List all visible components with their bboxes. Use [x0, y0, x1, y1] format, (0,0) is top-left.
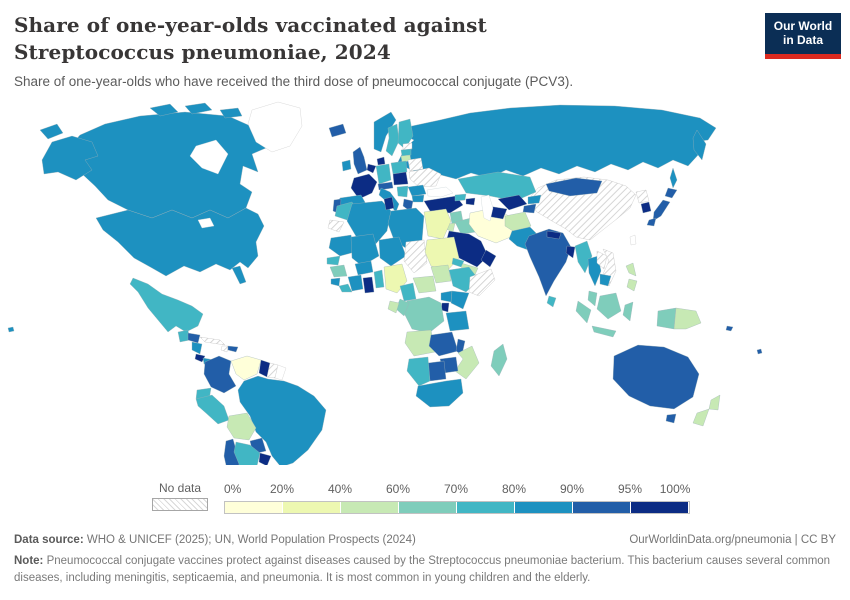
country-guinea[interactable]	[330, 265, 347, 277]
legend-tick-70%: 70%	[443, 482, 469, 496]
country-japan-honshu[interactable]	[653, 200, 670, 221]
world-map	[0, 100, 850, 465]
country-japan-hokkaido[interactable]	[665, 188, 677, 198]
country-liberia[interactable]	[339, 284, 352, 292]
country-czechia-hungary[interactable]	[393, 172, 408, 185]
data-source-label: Data source:	[14, 534, 84, 546]
legend-tick-100%: 100%	[659, 482, 691, 496]
country-balkans[interactable]	[397, 186, 408, 197]
country-bulgaria[interactable]	[412, 195, 424, 202]
country-russia-sakhalin[interactable]	[670, 168, 677, 188]
data-source-line	[14, 534, 416, 546]
black-sea	[427, 187, 453, 197]
country-azerbaijan[interactable]	[466, 198, 475, 205]
legend-bin-60-70%[interactable]	[399, 502, 457, 513]
country-sierra-leone[interactable]	[331, 278, 340, 286]
legend-no-data-label: No data	[158, 481, 202, 495]
country-drc[interactable]	[404, 297, 444, 333]
country-haiti[interactable]	[221, 346, 228, 352]
country-russia[interactable]	[398, 105, 716, 179]
country-gabon[interactable]	[388, 301, 399, 313]
country-togo-benin[interactable]	[374, 270, 384, 288]
legend-tick-0%: 0%	[224, 482, 242, 496]
legend-bin-40-60%[interactable]	[341, 502, 399, 513]
country-chad[interactable]	[404, 240, 427, 273]
legend-bin-70-80%[interactable]	[457, 502, 515, 513]
country-papua-new-guinea[interactable]	[674, 308, 701, 329]
country-belarus[interactable]	[408, 158, 423, 171]
legend-tick-60%: 60%	[385, 482, 411, 496]
owid-logo-text	[765, 13, 841, 54]
country-solomon-islands[interactable]	[726, 326, 733, 331]
country-taiwan[interactable]	[630, 235, 636, 245]
chart-subtitle: Share of one-year-olds who have received the third dose of pneumococcal conjugate (PCV3).	[14, 74, 574, 89]
country-tajikistan[interactable]	[523, 204, 536, 213]
country-burkina-faso[interactable]	[355, 261, 373, 275]
legend-bin-90-95%[interactable]	[573, 502, 631, 513]
country-indonesia-java[interactable]	[592, 326, 616, 337]
country-indonesia-west-papua[interactable]	[657, 308, 676, 329]
legend-no-data	[152, 481, 208, 511]
legend-ticks	[224, 482, 691, 496]
page-title: Share of one-year-olds vaccinated against Streptococcus pneumoniae, 2024	[14, 13, 487, 64]
country-georgia[interactable]	[455, 194, 466, 201]
country-russia-chukotka[interactable]	[40, 124, 63, 139]
country-north-korea[interactable]	[636, 190, 649, 203]
legend-tick-90%: 90%	[559, 482, 585, 496]
country-kazakhstan[interactable]	[458, 172, 536, 201]
country-ireland[interactable]	[342, 160, 351, 171]
country-uganda[interactable]	[441, 291, 452, 302]
country-new-zealand-south[interactable]	[693, 409, 709, 426]
legend-tick-80%: 80%	[501, 482, 527, 496]
country-namibia[interactable]	[407, 357, 430, 386]
country-kenya[interactable]	[451, 291, 469, 309]
country-cuba[interactable]	[200, 337, 225, 345]
country-romania[interactable]	[408, 185, 426, 196]
country-australia-tasmania[interactable]	[666, 414, 676, 423]
owid-logo-line2: in Data	[782, 33, 823, 48]
legend-bin-0-20%[interactable]	[225, 502, 283, 513]
country-iceland[interactable]	[329, 124, 346, 137]
owid-link[interactable]: OurWorldinData.org/pneumonia | CC BY	[629, 534, 836, 546]
country-south-korea[interactable]	[641, 202, 651, 213]
country-indonesia-sulawesi[interactable]	[623, 302, 633, 321]
note-text: Pneumococcal conjugate vaccines protect against diseases caused by the Streptococcus pneumoniae bacterium. This bacterium causes several common diseases, including meningitis, septicaemia, and pneumonia. It is most common in young children and the elderly.	[14, 555, 831, 584]
country-central-african-republic[interactable]	[413, 276, 436, 293]
chart-note	[14, 553, 836, 586]
country-india[interactable]	[525, 229, 571, 296]
legend-bin-20-40%[interactable]	[283, 502, 341, 513]
country-malaysia[interactable]	[588, 291, 597, 306]
country-botswana[interactable]	[428, 361, 446, 381]
country-cameroon[interactable]	[400, 283, 416, 301]
country-united-states[interactable]	[96, 208, 264, 276]
country-egypt[interactable]	[424, 209, 451, 239]
country-kyrgyzstan[interactable]	[528, 195, 541, 204]
country-madagascar[interactable]	[491, 344, 507, 376]
country-tunisia[interactable]	[384, 197, 394, 210]
legend-bin-80-90%[interactable]	[515, 502, 573, 513]
country-uruguay[interactable]	[259, 453, 271, 465]
country-mexico[interactable]	[130, 278, 203, 332]
country-denmark[interactable]	[377, 157, 385, 165]
legend-tick-95%: 95%	[617, 482, 643, 496]
country-germany[interactable]	[376, 164, 391, 184]
country-honduras[interactable]	[188, 333, 200, 343]
country-australia[interactable]	[613, 345, 699, 409]
country-japan-kyushu[interactable]	[647, 218, 656, 226]
country-philippines-mindanao[interactable]	[627, 279, 637, 291]
legend-bin-95-100%[interactable]	[631, 502, 689, 513]
chart-footer	[14, 534, 836, 586]
country-sweden[interactable]	[386, 124, 399, 156]
country-indonesia-sumatra[interactable]	[576, 301, 591, 323]
owid-logo	[765, 13, 841, 59]
country-hawaii[interactable]	[8, 327, 14, 332]
country-philippines-luzon[interactable]	[626, 263, 636, 276]
country-sri-lanka[interactable]	[547, 296, 556, 307]
owid-logo-line1: Our World	[773, 19, 833, 33]
country-france[interactable]	[351, 174, 377, 199]
note-label: Note:	[14, 555, 44, 567]
country-united-states-florida[interactable]	[232, 266, 246, 284]
owid-logo-redbar	[765, 54, 841, 59]
country-ghana[interactable]	[363, 277, 374, 293]
country-new-zealand-north[interactable]	[709, 395, 720, 410]
country-fiji[interactable]	[757, 349, 762, 354]
country-nicaragua[interactable]	[192, 342, 202, 354]
legend-tick-20%: 20%	[269, 482, 295, 496]
country-tanzania[interactable]	[446, 311, 469, 331]
country-canada[interactable]	[62, 112, 266, 218]
data-source-text: WHO & UNICEF (2025); UN, World Population Prospects (2024)	[83, 534, 416, 546]
country-indonesia-borneo[interactable]	[597, 293, 621, 319]
legend-tick-40%: 40%	[327, 482, 353, 496]
country-western-sahara[interactable]	[328, 220, 344, 232]
country-peru[interactable]	[196, 395, 229, 424]
no-data-hatch-swatch[interactable]	[152, 498, 208, 511]
country-united-kingdom[interactable]	[353, 147, 367, 174]
country-dominican-republic[interactable]	[228, 346, 238, 352]
country-senegal[interactable]	[327, 256, 340, 265]
legend-bar[interactable]	[224, 501, 690, 514]
country-benelux[interactable]	[367, 164, 376, 173]
